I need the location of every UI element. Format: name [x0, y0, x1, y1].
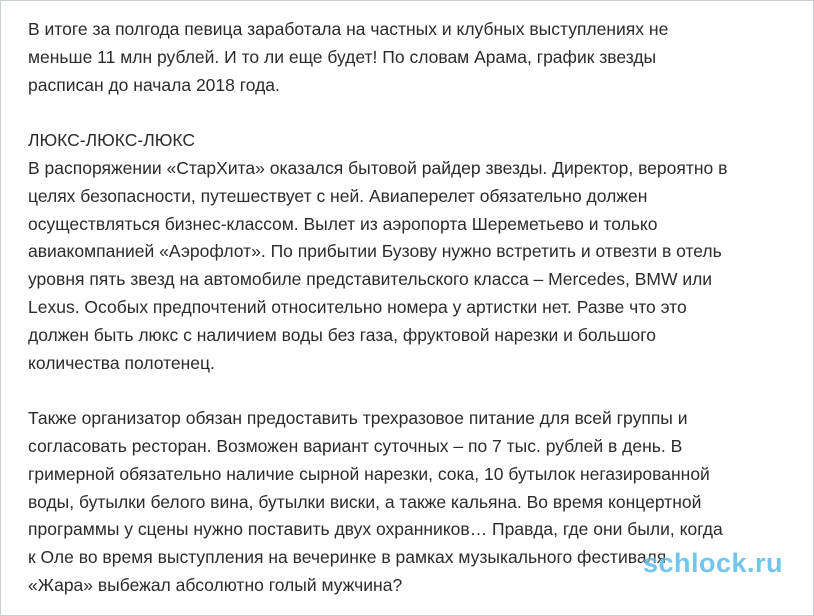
paragraph-catering: Также организатор обязан предоставить трехразовое питание для всей группы и согласовать ресторан. Возможен вариант суточных – по 7 тыс. рублей в день. В гримерной обязательно наличие сырной нарезки, сока, 10 бутылок негазированной воды, бутылки белого вина, бутылки виски, а также кальяна. Во время концертной программы у сцены нужно поставить двух охранников… Правда, где они были, когда к Оле во время выступления на вечеринке в рамках музыкального фестиваля «Жара» выбежал абсолютно голый мужчина?: [28, 408, 723, 595]
article-body: [28, 16, 804, 600]
paragraph-rider: В распоряжении «СтарХита» оказался бытовой райдер звезды. Директор, вероятно в целях безопасности, путешествует с ней. Авиаперелет обязательно должен осуществляться бизнес-классом. Вылет из аэропорта Шереметьево и только авиакомпанией «Аэрофлот». По прибытии Бузову нужно встретить и отвезти в отель уровня пять звезд на автомобиле представительского класса – Mercedes, BMW или Lexus. Особых предпочтений относительно номера у артистки нет. Разве что это должен быть люкс с наличием воды без газа, фруктовой нарезки и большого количества полотенец.: [28, 157, 728, 373]
paragraph-earnings: В итоге за полгода певица заработала на частных и клубных выступлениях не меньше 11 млн рублей. И то ли еще будет! По словам Арама, график звезды расписан до начала 2018 года.: [28, 19, 669, 95]
site-watermark: schlock.ru: [642, 548, 783, 578]
section-heading: ЛЮКС-ЛЮКС-ЛЮКС: [28, 130, 196, 151]
